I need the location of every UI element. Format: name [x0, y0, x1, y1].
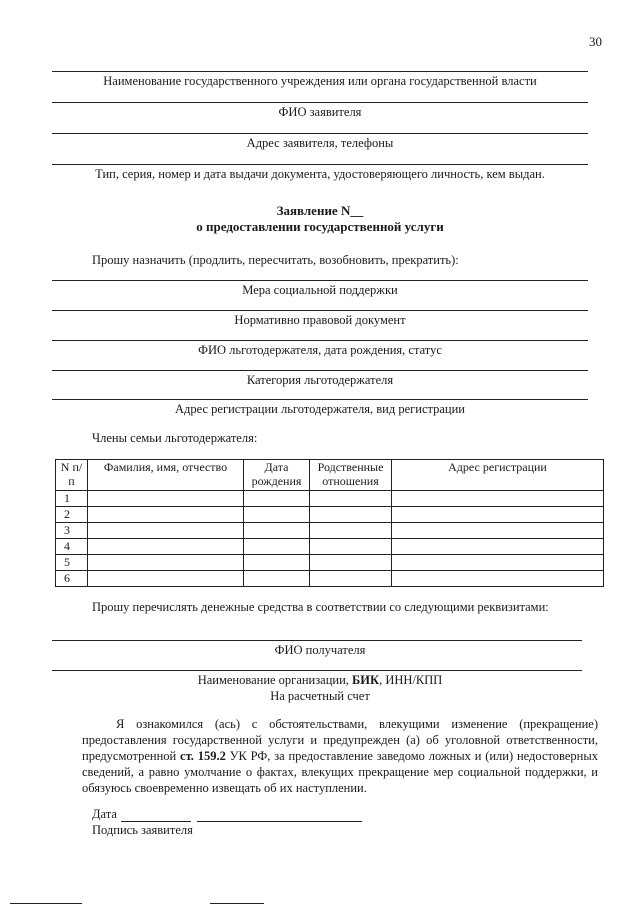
- recipient-name-caption: ФИО получателя: [274, 643, 366, 657]
- col-number-header: N п/п: [56, 460, 88, 491]
- page-number: 30: [589, 34, 602, 49]
- fullname-cell[interactable]: [88, 571, 244, 587]
- legal-document-caption: Нормативно правовой документ: [234, 313, 406, 327]
- payment-intro: Прошу перечислять денежные средства в соответствии со следующими реквизитами:: [92, 600, 549, 614]
- document-subtitle: о предоставлении государственной услуги: [196, 219, 444, 234]
- fullname-cell[interactable]: [88, 555, 244, 571]
- family-members-table: [55, 459, 604, 587]
- beneficiary-name-caption: ФИО льготодержателя, дата рождения, статус: [198, 343, 442, 357]
- col-fullname-header: Фамилия, имя, отчество: [88, 460, 244, 491]
- birthdate-cell[interactable]: [244, 491, 310, 507]
- signature-label: Подпись заявителя: [92, 823, 193, 837]
- footer-mark-left: [10, 903, 82, 904]
- declaration-paragraph: [82, 716, 598, 796]
- organization-suffix: , ИНН/КПП: [379, 673, 443, 687]
- row-number: 4: [56, 539, 88, 555]
- table-row[interactable]: [56, 571, 604, 587]
- account-caption: На расчетный счет: [270, 689, 370, 703]
- relation-cell[interactable]: [310, 571, 392, 587]
- table-row[interactable]: [56, 507, 604, 523]
- row-number: 3: [56, 523, 88, 539]
- support-measure-line[interactable]: [52, 280, 588, 281]
- organization-prefix: Наименование организации,: [197, 673, 353, 687]
- beneficiary-category-caption: Категория льготодержателя: [246, 373, 394, 387]
- col-relation-header: Родственные отношения: [310, 460, 392, 491]
- institution-line[interactable]: [52, 71, 588, 72]
- applicant-address-line[interactable]: [52, 133, 588, 134]
- relation-cell[interactable]: [310, 523, 392, 539]
- id-document-caption: Тип, серия, номер и дата выдачи документа, удостоверяющего личность, кем выдан.: [95, 167, 545, 181]
- signature-field-line[interactable]: [197, 821, 362, 822]
- address-cell[interactable]: [392, 507, 604, 523]
- institution-caption: Наименование государственного учреждения или органа государственной власти: [103, 74, 537, 88]
- relation-cell[interactable]: [310, 491, 392, 507]
- legal-document-line[interactable]: [52, 310, 588, 311]
- footer-mark-right: [210, 903, 264, 904]
- declaration-text-1: Я ознакомился (ась) с обстоятельствами, влекущими изменение (прекращение) предоставления государственной услуги и предупрежден (а) об уголовной ответственности, предусмотренной: [82, 717, 598, 763]
- applicant-address-caption: Адрес заявителя, телефоны: [246, 136, 394, 150]
- row-number: 6: [56, 571, 88, 587]
- relation-cell[interactable]: [310, 539, 392, 555]
- fullname-cell[interactable]: [88, 491, 244, 507]
- birthdate-cell[interactable]: [244, 507, 310, 523]
- family-label: Члены семьи льготодержателя:: [92, 431, 258, 445]
- request-intro: Прошу назначить (продлить, пересчитать, возобновить, прекратить):: [92, 253, 459, 267]
- organization-line[interactable]: [52, 670, 582, 671]
- address-cell[interactable]: [392, 539, 604, 555]
- beneficiary-address-line[interactable]: [52, 399, 588, 400]
- organization-caption: [52, 673, 588, 688]
- fullname-cell[interactable]: [88, 539, 244, 555]
- address-cell[interactable]: [392, 523, 604, 539]
- applicant-name-caption: ФИО заявителя: [278, 105, 362, 119]
- col-birthdate-header: Дата рождения: [244, 460, 310, 491]
- table-row[interactable]: [56, 491, 604, 507]
- birthdate-cell[interactable]: [244, 571, 310, 587]
- table-row[interactable]: [56, 539, 604, 555]
- relation-cell[interactable]: [310, 555, 392, 571]
- fullname-cell[interactable]: [88, 523, 244, 539]
- table-row[interactable]: [56, 555, 604, 571]
- birthdate-cell[interactable]: [244, 555, 310, 571]
- date-field-line[interactable]: [121, 821, 191, 822]
- relation-cell[interactable]: [310, 507, 392, 523]
- support-measure-caption: Мера социальной поддержки: [242, 283, 398, 297]
- row-number: 5: [56, 555, 88, 571]
- table-row[interactable]: [56, 523, 604, 539]
- address-cell[interactable]: [392, 571, 604, 587]
- date-label: Дата: [92, 807, 117, 821]
- birthdate-cell[interactable]: [244, 523, 310, 539]
- beneficiary-address-caption: Адрес регистрации льготодержателя, вид регистрации: [175, 402, 465, 416]
- table-header-row: [56, 460, 604, 491]
- col-address-header: Адрес регистрации: [392, 460, 604, 491]
- recipient-name-line[interactable]: [52, 640, 582, 641]
- birthdate-cell[interactable]: [244, 539, 310, 555]
- row-number: 1: [56, 491, 88, 507]
- row-number: 2: [56, 507, 88, 523]
- beneficiary-category-line[interactable]: [52, 370, 588, 371]
- address-cell[interactable]: [392, 491, 604, 507]
- address-cell[interactable]: [392, 555, 604, 571]
- fullname-cell[interactable]: [88, 507, 244, 523]
- document-title: Заявление N__: [276, 203, 364, 218]
- applicant-name-line[interactable]: [52, 102, 588, 103]
- declaration-article: ст. 159.2: [180, 749, 226, 763]
- declaration-text-2: УК РФ, за предоставление заведомо ложных и (или) недостоверных сведений, а равно умолчание о фактах, влекущих прекращение мер социальной поддержки, и обязуюсь своевременно извещать об их наступлении.: [82, 749, 599, 795]
- id-document-line[interactable]: [52, 164, 588, 165]
- beneficiary-name-line[interactable]: [52, 340, 588, 341]
- bik-label: БИК: [352, 673, 380, 687]
